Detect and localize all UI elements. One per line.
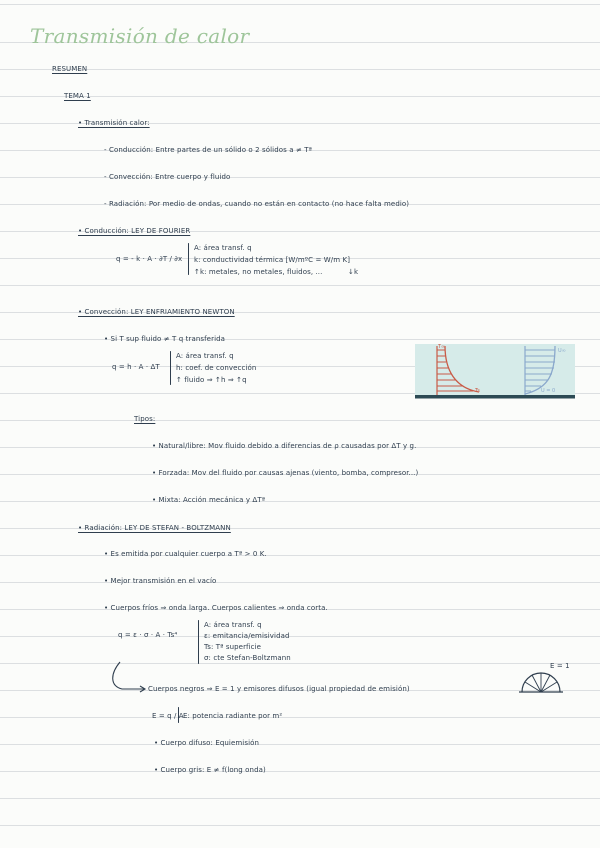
diffuse-body-item: • Cuerpo difuso: Equiemisión — [154, 739, 260, 747]
topic-heading: TEMA 1 — [64, 92, 91, 100]
stefan-brace — [198, 620, 199, 664]
stefan-item-vacuum: • Mejor transmisión en el vacío — [104, 577, 217, 585]
stefan-formula: q = ε · σ · A · Ts⁴ — [118, 631, 178, 639]
label-t-inf: T∞ — [438, 344, 446, 350]
newton-formula: q = h · A · ΔT — [112, 363, 160, 371]
radiant-power-lhs: E = q / A — [152, 712, 184, 720]
emission-hemisphere-icon — [518, 670, 564, 696]
fourier-heading: • Conducción: LEY DE FOURIER — [78, 227, 191, 235]
radiation-item: - Radiación: Por medio de ondas, cuando no están en contacto (no hace falta medio) — [104, 200, 410, 208]
grey-body-item: • Cuerpo gris: E ≠ f(long onda) — [154, 766, 266, 774]
type-forced: • Forzada: Mov del fluido por causas ajenas (viento, bomba, compresor...) — [152, 469, 419, 477]
label-ts: Ts — [475, 388, 480, 394]
radiant-power-desc: E: potencia radiante por m² — [183, 712, 283, 720]
convection-item: - Convección: Entre cuerpo y fluido — [104, 173, 231, 181]
newton-term-fluid: ↑ fluido ⇒ ↑h ⇒ ↑q — [176, 376, 247, 384]
stefan-item-wavelength: • Cuerpos fríos ⇒ onda larga. Cuerpos calientes ⇒ onda corta. — [104, 604, 328, 612]
boundary-layer-figure — [415, 340, 575, 402]
connector-arrow — [108, 660, 148, 696]
label-u-zero: U = 0 — [541, 388, 556, 394]
heat-transfer-heading: • Transmisión calor: — [78, 119, 150, 127]
wall-surface — [415, 395, 575, 399]
newton-term-h: h: coef. de convección — [176, 364, 257, 372]
type-natural: • Natural/libre: Mov fluido debido a diferencias de ρ causadas por ΔT y g. — [152, 442, 417, 450]
newton-term-area: A: área transf. q — [176, 352, 234, 360]
fourier-term-materials: ↑k: metales, no metales, fluidos, ... — [194, 268, 323, 276]
types-heading: Tipos: — [134, 415, 156, 423]
newton-brace — [170, 351, 171, 385]
newton-heading: • Convección: LEY ENFRIAMIENTO NEWTON — [78, 308, 235, 316]
type-mixed: • Mixta: Acción mecánica y ΔTª — [152, 496, 266, 504]
stefan-term-area: A: área transf. q — [204, 621, 262, 629]
fourier-brace — [188, 243, 189, 275]
stefan-term-sigma: σ: cte Stefan-Boltzmann — [204, 654, 291, 662]
stefan-heading: • Radiación: LEY DE STEFAN - BOLTZMANN — [78, 524, 231, 532]
newton-condition: • Si T sup fluido ≠ T q transferida — [104, 335, 226, 343]
stefan-term-emissivity: ε: emitancia/emisividad — [204, 632, 290, 640]
stefan-item-emission: • Es emitida por cualquier cuerpo a Tª > 0 K. — [104, 550, 267, 558]
conduction-item: - Conducción: Entre partes de un sólido o 2 sólidos a ≠ Tª — [104, 146, 313, 154]
fourier-term-k: k: conductividad térmica [W/mºC = W/m K] — [194, 256, 351, 264]
fourier-formula: q = - k · A · ∂T / ∂x — [116, 255, 183, 263]
summary-heading: RESUMEN — [52, 65, 88, 73]
label-e-one: E = 1 — [550, 662, 570, 670]
radiant-power-brace — [178, 707, 179, 723]
fourier-term-area: A: área transf. q — [194, 244, 252, 252]
black-body-note: Cuerpos negros ⇒ E = 1 y emisores difusos (igual propiedad de emisión) — [148, 685, 410, 693]
page-title: Transmisión de calor — [30, 24, 250, 48]
label-u-inf: U∞ — [558, 348, 566, 354]
fourier-term-down: ↓k — [348, 268, 359, 276]
stefan-term-temperature: Ts: Tª superficie — [204, 643, 262, 651]
